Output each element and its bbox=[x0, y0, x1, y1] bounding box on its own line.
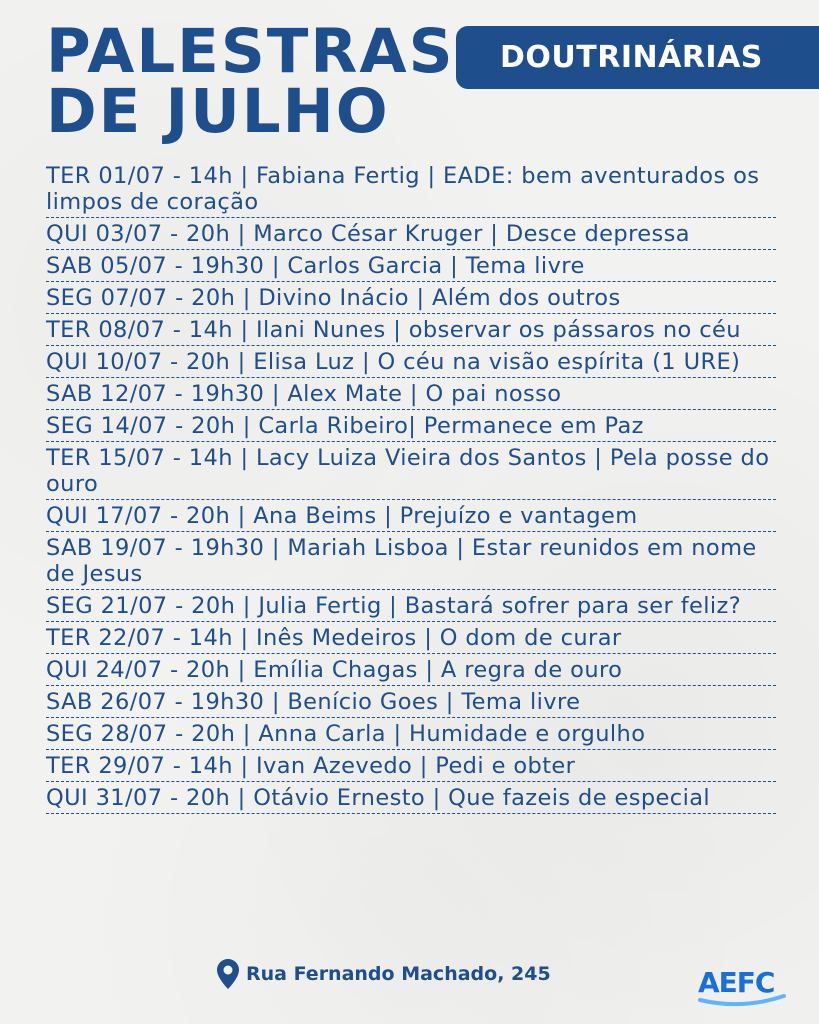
schedule-item: SAB 26/07 - 19h30 | Benício Goes | Tema livre bbox=[46, 686, 776, 718]
schedule-item: QUI 24/07 - 20h | Emília Chagas | A regra de ouro bbox=[46, 654, 776, 686]
schedule-item: SEG 07/07 - 20h | Divino Inácio | Além dos outros bbox=[46, 282, 776, 314]
schedule-item: SAB 12/07 - 19h30 | Alex Mate | O pai nosso bbox=[46, 378, 776, 410]
page-title bbox=[46, 16, 455, 147]
title-line-1: PALESTRAS bbox=[46, 16, 455, 87]
schedule-item: QUI 10/07 - 20h | Elisa Luz | O céu na visão espírita (1 URE) bbox=[46, 346, 776, 378]
schedule-item: SEG 28/07 - 20h | Anna Carla | Humidade e orgulho bbox=[46, 718, 776, 750]
schedule-item: TER 22/07 - 14h | Inês Medeiros | O dom de curar bbox=[46, 622, 776, 654]
schedule-item: QUI 31/07 - 20h | Otávio Ernesto | Que fazeis de especial bbox=[46, 782, 776, 814]
schedule-item: QUI 17/07 - 20h | Ana Beims | Prejuízo e vantagem bbox=[46, 500, 776, 532]
schedule-item: TER 08/07 - 14h | Ilani Nunes | observar os pássaros no céu bbox=[46, 314, 776, 346]
title-line-2: DE JULHO bbox=[46, 76, 390, 147]
address bbox=[216, 956, 551, 992]
schedule-item: TER 15/07 - 14h | Lacy Luiza Vieira dos Santos | Pela posse do ouro bbox=[46, 442, 776, 500]
schedule-item: SEG 14/07 - 20h | Carla Ribeiro| Permanece em Paz bbox=[46, 410, 776, 442]
schedule-item: TER 01/07 - 14h | Fabiana Fertig | EADE: bem aventurados os limpos de coração bbox=[46, 160, 776, 218]
schedule-item: QUI 03/07 - 20h | Marco César Kruger | Desce depressa bbox=[46, 218, 776, 250]
schedule-item: SEG 21/07 - 20h | Julia Fertig | Bastará sofrer para ser feliz? bbox=[46, 590, 776, 622]
location-pin-icon bbox=[216, 958, 240, 990]
schedule-item: SAB 19/07 - 19h30 | Mariah Lisboa | Estar reunidos em nome de Jesus bbox=[46, 532, 776, 590]
schedule-list bbox=[46, 160, 776, 814]
address-text: Rua Fernando Machado, 245 bbox=[246, 963, 551, 985]
logo-text: AEFC bbox=[698, 966, 775, 999]
schedule-item: SAB 05/07 - 19h30 | Carlos Garcia | Tema livre bbox=[46, 250, 776, 282]
schedule-item: TER 29/07 - 14h | Ivan Azevedo | Pedi e obter bbox=[46, 750, 776, 782]
category-badge: DOUTRINÁRIAS bbox=[456, 26, 819, 89]
aefc-logo bbox=[694, 962, 790, 1010]
